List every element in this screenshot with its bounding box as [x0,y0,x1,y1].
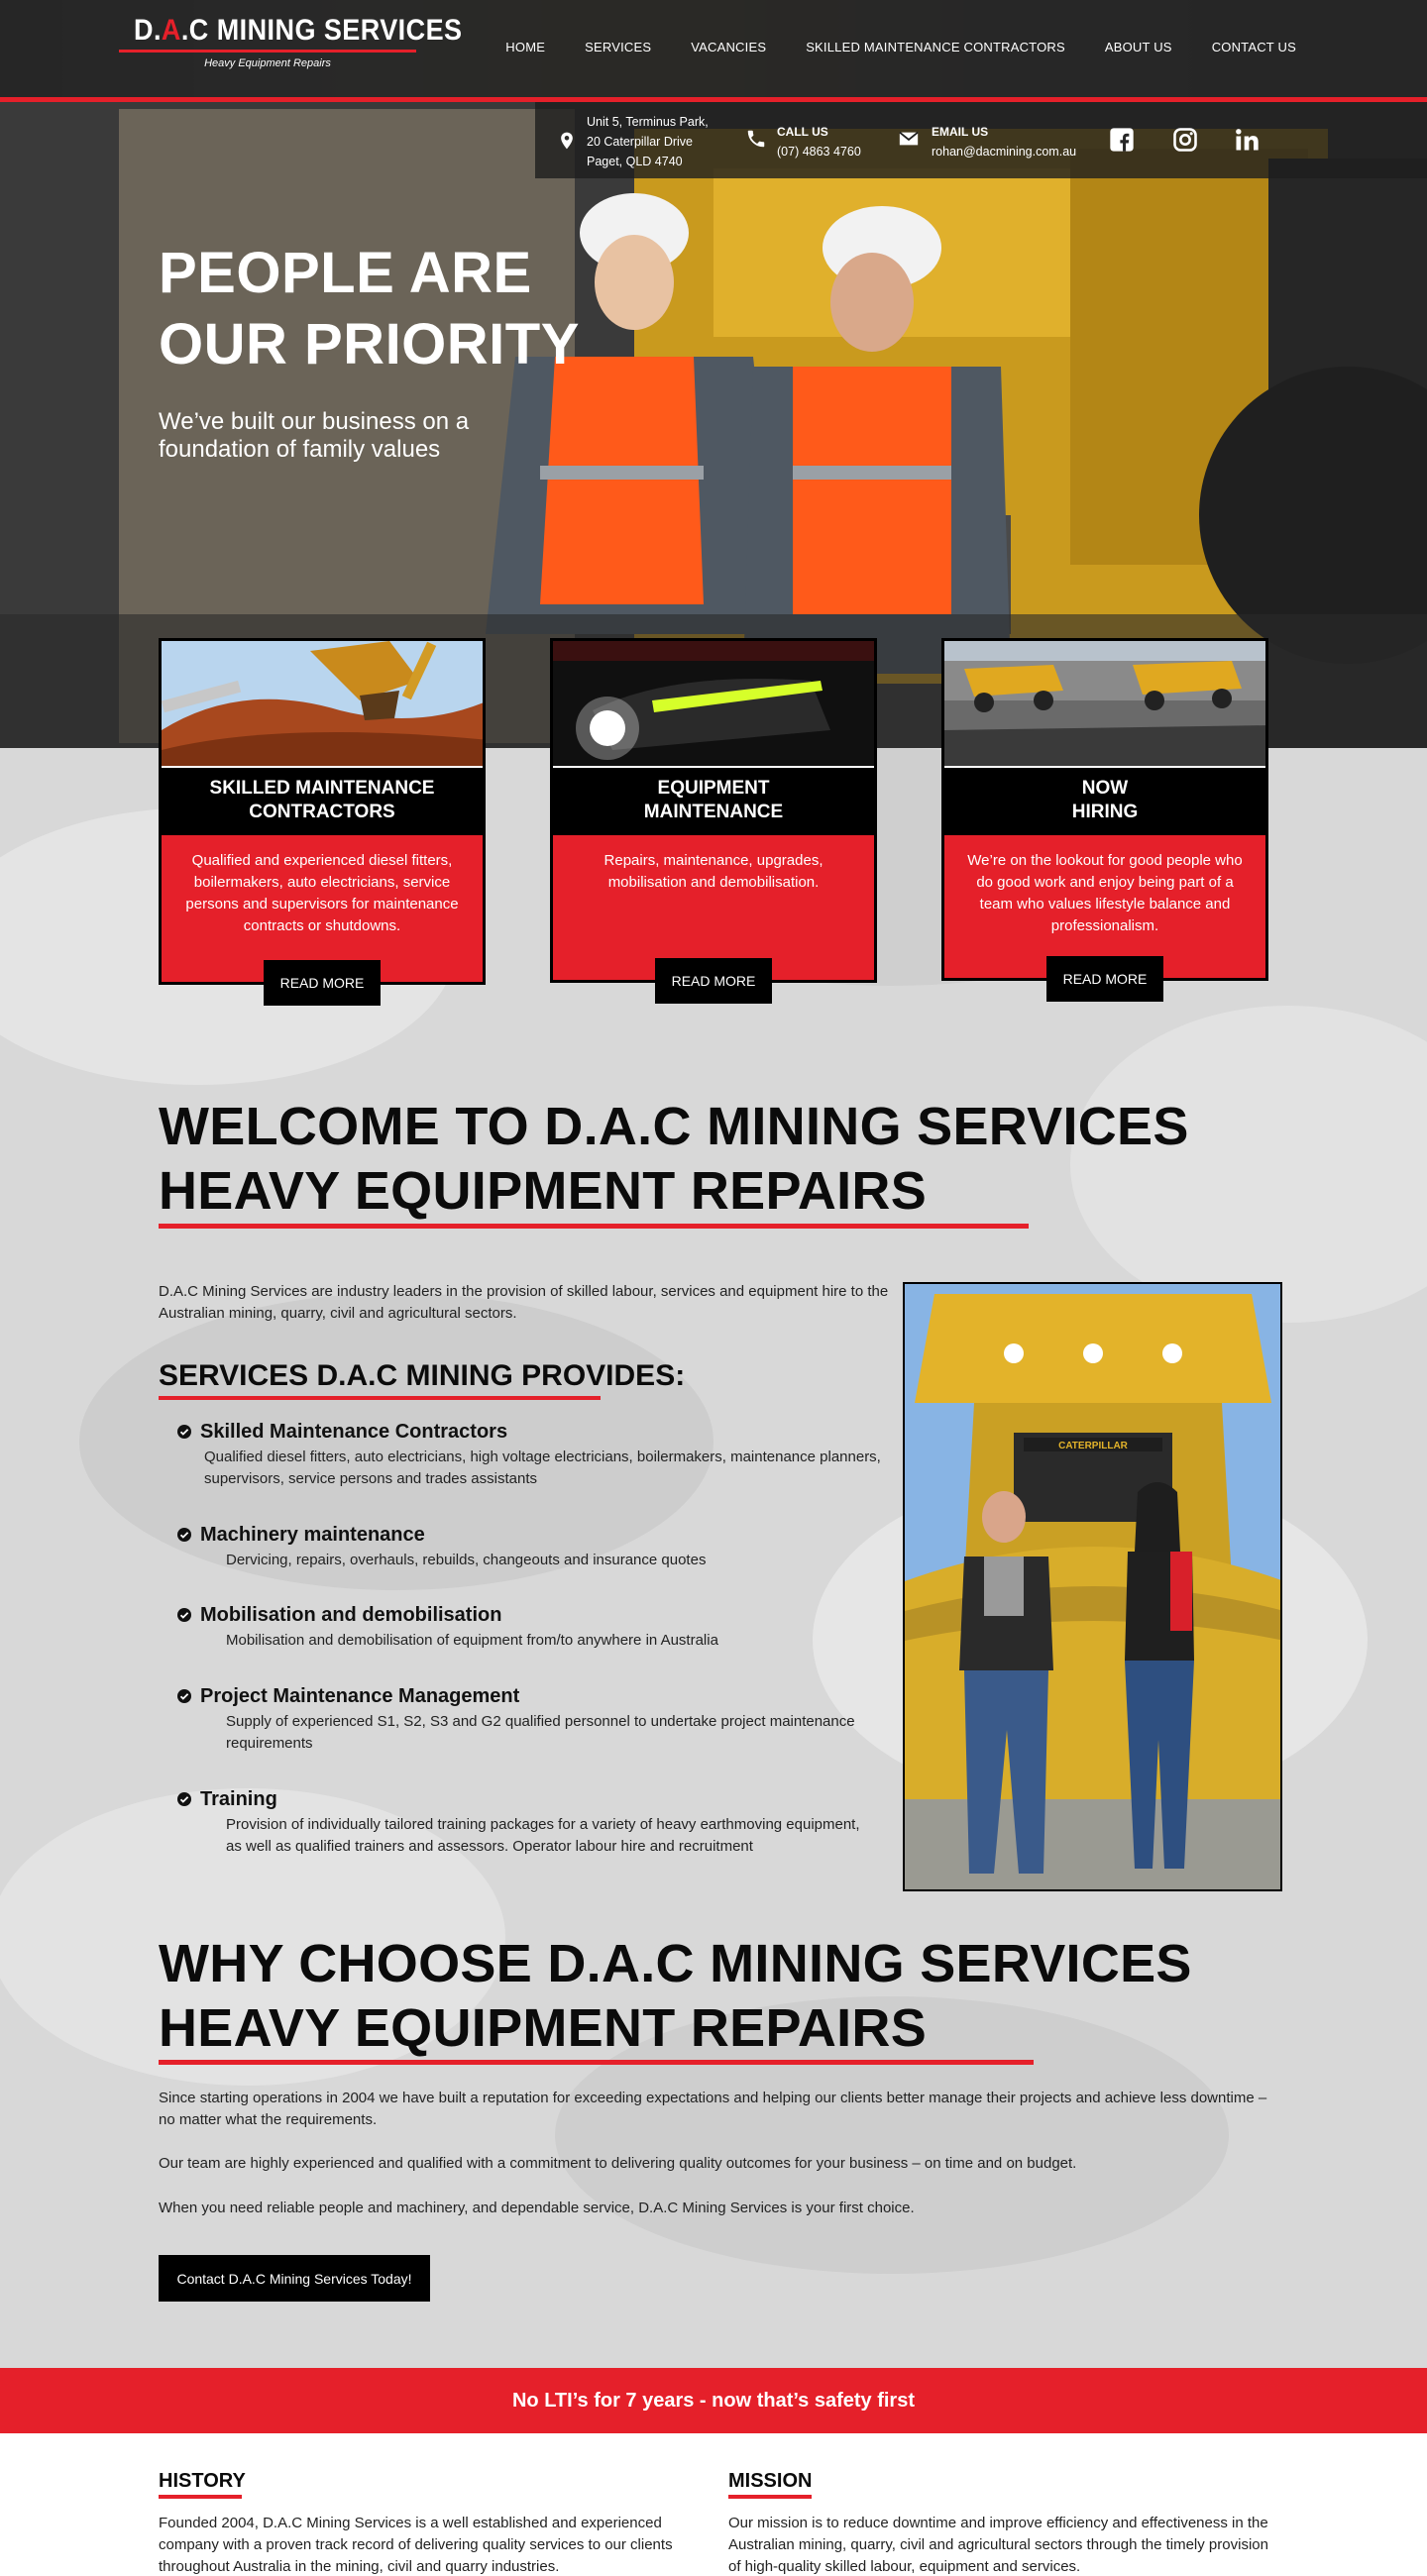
history-title: HISTORY [159,2470,246,2492]
call-us-label: CALL US [777,125,828,139]
card-now-hiring [941,638,1268,987]
check-circle-icon [176,1688,192,1704]
hero-title [159,238,580,380]
phone-number[interactable]: (07) 4863 4760 [777,145,861,159]
service-description: Qualified diesel fitters, auto electricians, high voltage electricians, boilermakers, maintenance planners, supervisors, service persons and trades assistants [204,1449,881,1487]
why-paragraph-2: Our team are highly experienced and qualified with a commitment to delivering quality outcomes for your business – on time and on budget. [159,2155,1077,2172]
card-title: SKILLED MAINTENANCE CONTRACTORS [162,768,483,835]
service-title: Mobilisation and demobilisation [200,1604,502,1626]
address-line-3: Paget, QLD 4740 [587,155,683,168]
welcome-intro: D.A.C Mining Services are industry leaders in the provision of skilled labour, services and equipment hire to the Australian mining, quarry, civil and agricultural sectors. [159,1283,889,1322]
safety-banner: No LTI’s for 7 years - now that’s safety first [0,2368,1427,2433]
mission-text: Our mission is to reduce downtime and improve efficiency and effectiveness in the Australian mining, quarry, civil and agricultural sectors through the timely provision of high-quality skilled labour, equipment and services. [728,2515,1268,2575]
why-choose-heading: WHY CHOOSE D.A.C MINING SERVICES HEAVY EQUIPMENT REPAIRS [159,1934,1192,2058]
header-bar [0,0,1427,101]
history-column [159,2469,714,2576]
history-mission-section [0,2433,1427,2576]
contact-cta-button[interactable]: Contact D.A.C Mining Services Today! [159,2255,430,2302]
logo-tagline: Heavy Equipment Repairs [204,57,331,69]
phone-icon [745,128,767,150]
mission-column [728,2469,1283,2576]
why-paragraph-3: When you need reliable people and machinery, and dependable service, D.A.C Mining Services is your first choice. [159,2200,915,2216]
why-choose-heading-underline [159,2060,1034,2065]
mission-underline [728,2495,812,2499]
card-image-haul-trucks [944,641,1265,768]
hero-subtitle: We’ve built our business on a foundation of family values [159,408,470,463]
facebook-icon[interactable] [1108,126,1136,154]
card-equipment-maintenance [550,638,877,989]
read-more-button[interactable]: READ MORE [655,958,772,1004]
card-description: Qualified and experienced diesel fitters, boilermakers, auto electricians, service persons and supervisors for maintenance contracts or shutdowns. [185,852,459,934]
header-red-stripe [0,97,1427,102]
list-item [176,1683,900,1755]
nav-skilled-maintenance-contractors[interactable]: SKILLED MAINTENANCE CONTRACTORS [806,40,1065,54]
history-underline [159,2495,242,2499]
main-nav [505,40,1296,54]
service-title: Project Maintenance Management [200,1685,520,1707]
nav-contact-us[interactable]: CONTACT US [1211,40,1296,54]
nav-home[interactable]: HOME [505,40,546,54]
logo-wordmark: D.A.C MINING SERVICES [134,14,463,47]
linkedin-icon[interactable] [1233,126,1261,154]
hero-title-line2: OUR PRIORITY [159,312,580,376]
instagram-icon[interactable] [1171,126,1199,154]
read-more-button[interactable]: READ MORE [264,960,381,1006]
mission-title: MISSION [728,2470,813,2492]
email-block[interactable] [896,112,1076,161]
check-circle-icon [176,1527,192,1543]
services-heading: SERVICES D.A.C MINING PROVIDES: [159,1359,686,1392]
card-title: NOW HIRING [944,768,1265,835]
email-us-label: EMAIL US [932,125,989,139]
nav-about-us[interactable]: ABOUT US [1104,40,1172,54]
read-more-button[interactable]: READ MORE [1046,956,1163,1002]
check-circle-icon [176,1424,192,1440]
list-item [176,1419,900,1490]
contact-info-bar [535,102,1427,178]
why-paragraph-1: Since starting operations in 2004 we have built a reputation for exceeding expectations and helping our clients better manage their projects and achieve less downtime – no matter what the requirements. [159,2090,1267,2128]
card-image-excavator [162,641,483,768]
welcome-heading-underline [159,1224,1029,1229]
card-image-machinery-night [553,641,874,768]
list-item [176,1522,900,1571]
nav-services[interactable]: SERVICES [585,40,652,54]
nav-vacancies[interactable]: VACANCIES [691,40,767,54]
history-text: Founded 2004, D.A.C Mining Services is a well established and experienced company with a proven track record of delivering quality services to our clients throughout Australia in the mining, civil and quarry industries. [159,2515,673,2575]
address-line-1: Unit 5, Terminus Park, [587,115,709,129]
caterpillar-plate: CATERPILLAR [1058,1441,1128,1451]
service-description: Mobilisation and demobilisation of equipment from/to anywhere in Australia [226,1632,718,1649]
envelope-icon [896,128,922,150]
logo-underline [119,50,416,53]
service-description: Dervicing, repairs, overhauls, rebuilds, changeouts and insurance quotes [226,1552,707,1568]
services-heading-underline [159,1396,601,1400]
email-address[interactable]: rohan@dacmining.com.au [932,145,1077,159]
map-pin-icon [557,128,577,154]
check-circle-icon [176,1607,192,1623]
address-block [557,112,709,171]
welcome-heading: WELCOME TO D.A.C MINING SERVICES HEAVY EQUIPMENT REPAIRS [159,1097,1189,1221]
service-title: Skilled Maintenance Contractors [200,1421,508,1443]
service-description: Supply of experienced S1, S2, S3 and G2 qualified personnel to undertake project maintenance requirements [226,1713,855,1752]
check-circle-icon [176,1791,192,1807]
hero-title-line1: PEOPLE ARE [159,241,532,305]
site-logo[interactable] [119,14,463,77]
owners-photo [903,1282,1282,1891]
service-title: Training [200,1788,277,1810]
address-line-2: 20 Caterpillar Drive [587,135,693,149]
list-item [176,1786,900,1858]
card-description: Repairs, maintenance, upgrades, mobilisation and demobilisation. [604,852,823,891]
card-title: EQUIPMENT MAINTENANCE [553,768,874,835]
card-description: We’re on the lookout for good people who do good work and enjoy being part of a team who values lifestyle balance and professionalism. [967,852,1243,934]
list-item [176,1602,900,1652]
service-description: Provision of individually tailored training packages for a variety of heavy earthmoving equipment, as well as qualified trainers and assessors. Operator labour hire and recruitment [226,1816,860,1855]
service-title: Machinery maintenance [200,1524,425,1546]
phone-block[interactable] [745,112,861,161]
card-skilled-maintenance [159,638,486,991]
